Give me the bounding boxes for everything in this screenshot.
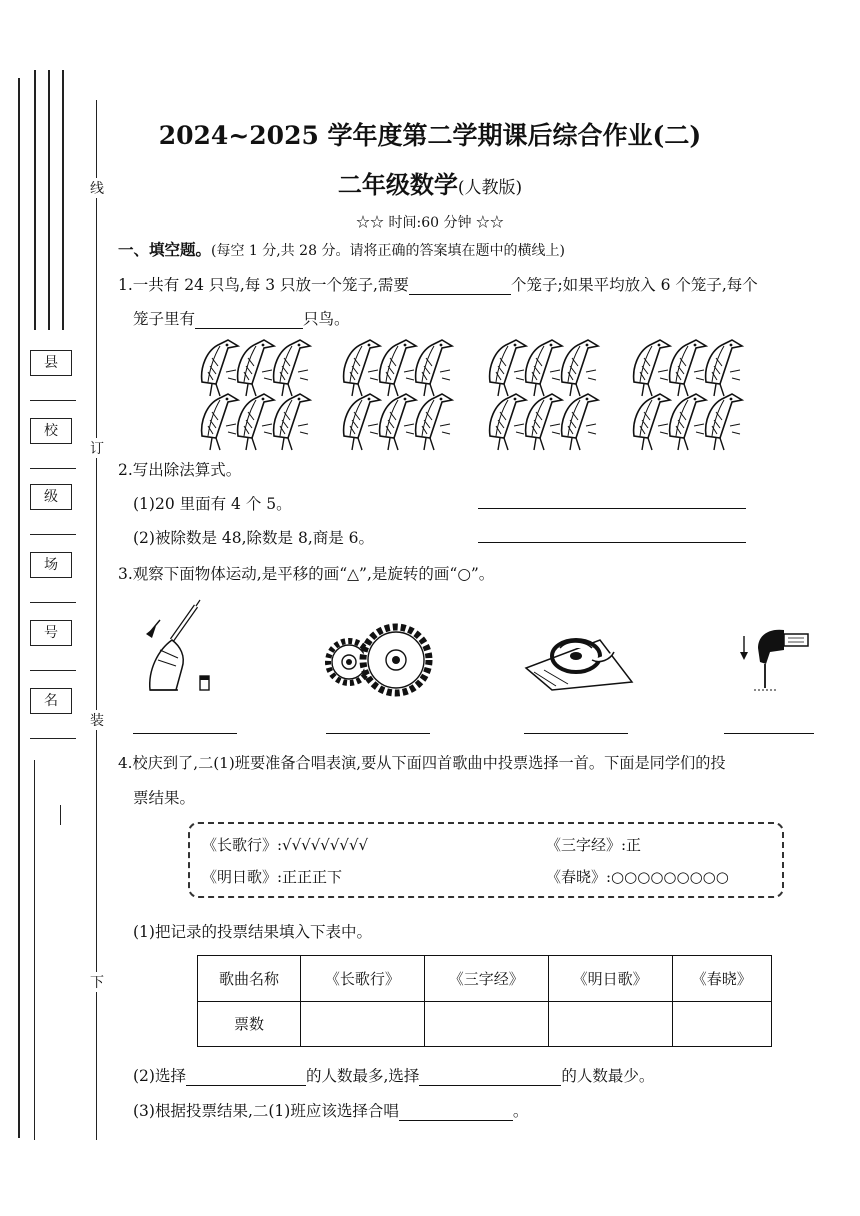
gears-icon bbox=[328, 627, 429, 693]
cut-label-zhuang: 装 bbox=[90, 710, 104, 730]
field-room: 场 bbox=[30, 552, 72, 578]
q4-part3 bbox=[133, 1099, 528, 1121]
vote-song4: 《春晓》:○○○○○○○○○ bbox=[546, 868, 729, 886]
q4-part2 bbox=[133, 1064, 654, 1086]
q3-answer-line-1[interactable] bbox=[133, 733, 237, 734]
table-song-1: 《长歌行》 bbox=[301, 956, 425, 1002]
q1-text-c: 笼子里有 bbox=[133, 310, 196, 328]
field-school: 校 bbox=[30, 418, 72, 444]
vote-song2: 《三字经》:正 bbox=[546, 836, 642, 854]
subtitle-edition: (人教版) bbox=[457, 178, 523, 198]
q4-part2-text-c: 的人数最少。 bbox=[561, 1067, 655, 1085]
q2-part2: (2)被除数是 48,除数是 8,商是 6。 bbox=[133, 529, 375, 547]
table-row bbox=[198, 956, 772, 1002]
table-row-label: 票数 bbox=[198, 1001, 301, 1047]
field-grade: 级 bbox=[30, 484, 72, 510]
vote-table bbox=[197, 955, 772, 1047]
q4-blank-least[interactable] bbox=[419, 1069, 561, 1086]
q1-text-a: 1.一共有 24 只鸟,每 3 只放一个笼子,需要 bbox=[118, 276, 409, 294]
subtitle-main: 二年级数学 bbox=[337, 170, 458, 199]
field-name: 名 bbox=[30, 688, 72, 714]
cut-label-xia: 下 bbox=[90, 972, 104, 992]
q1-text-d: 只鸟。 bbox=[303, 310, 350, 328]
q3-answer-line-2[interactable] bbox=[326, 733, 430, 734]
q4-part2-text-b: 的人数最多,选择 bbox=[305, 1067, 420, 1085]
field-number: 号 bbox=[30, 620, 72, 646]
q4-blank-most[interactable] bbox=[186, 1069, 306, 1086]
section-title: 一、填空题。 bbox=[118, 240, 212, 259]
hammer-icon bbox=[740, 630, 808, 690]
table-row bbox=[198, 1001, 772, 1047]
q3-answer-line-4[interactable] bbox=[724, 733, 814, 734]
exam-time: ☆☆ 时间:60 分钟 ☆☆ bbox=[356, 215, 504, 231]
vote-record-box bbox=[188, 822, 784, 898]
field-county: 县 bbox=[30, 350, 72, 376]
q4-part3-text-a: (3)根据投票结果,二(1)班应该选择合唱 bbox=[133, 1102, 399, 1120]
table-song-2: 《三字经》 bbox=[424, 956, 548, 1002]
q4-part2-text-a: (2)选择 bbox=[133, 1067, 186, 1085]
cut-label-xian: 线 bbox=[90, 178, 104, 198]
table-cell-votes-1[interactable] bbox=[301, 1001, 425, 1047]
q4-part1: (1)把记录的投票结果填入下表中。 bbox=[133, 923, 372, 941]
vote-song3: 《明日歌》:正正正下 bbox=[202, 868, 343, 886]
page-title: 2024~2025 学年度第二学期课后综合作业(二) bbox=[158, 121, 702, 150]
vote-song1: 《长歌行》:√√√√√√√√√ bbox=[202, 836, 369, 854]
syringe-icon bbox=[146, 600, 209, 690]
q3-answer-line-3[interactable] bbox=[524, 733, 628, 734]
q4-line1: 4.校庆到了,二(1)班要准备合唱表演,要从下面四首歌曲中投票选择一首。下面是同学们的投 bbox=[118, 754, 726, 772]
steering-wheel-icon bbox=[526, 640, 632, 690]
cut-label-ding: 订 bbox=[90, 438, 104, 458]
q2-title: 2.写出除法算式。 bbox=[118, 461, 242, 479]
q3-title: 3.观察下面物体运动,是平移的画“△”,是旋转的画“○”。 bbox=[118, 565, 495, 583]
q1-text-b: 个笼子;如果平均放入 6 个笼子,每个 bbox=[510, 276, 758, 294]
table-cell-votes-4[interactable] bbox=[672, 1001, 771, 1047]
q2-part1: (1)20 里面有 4 个 5。 bbox=[133, 495, 292, 513]
q4-blank-choice[interactable] bbox=[399, 1104, 513, 1121]
q4-line2: 票结果。 bbox=[133, 789, 196, 807]
table-header-label: 歌曲名称 bbox=[198, 956, 301, 1002]
section-note: (每空 1 分,共 28 分。请将正确的答案填在题中的横线上) bbox=[211, 243, 565, 259]
table-song-4: 《春晓》 bbox=[672, 956, 771, 1002]
table-song-3: 《明日歌》 bbox=[548, 956, 672, 1002]
q4-part3-text-b: 。 bbox=[512, 1102, 529, 1120]
table-cell-votes-3[interactable] bbox=[548, 1001, 672, 1047]
table-cell-votes-2[interactable] bbox=[424, 1001, 548, 1047]
